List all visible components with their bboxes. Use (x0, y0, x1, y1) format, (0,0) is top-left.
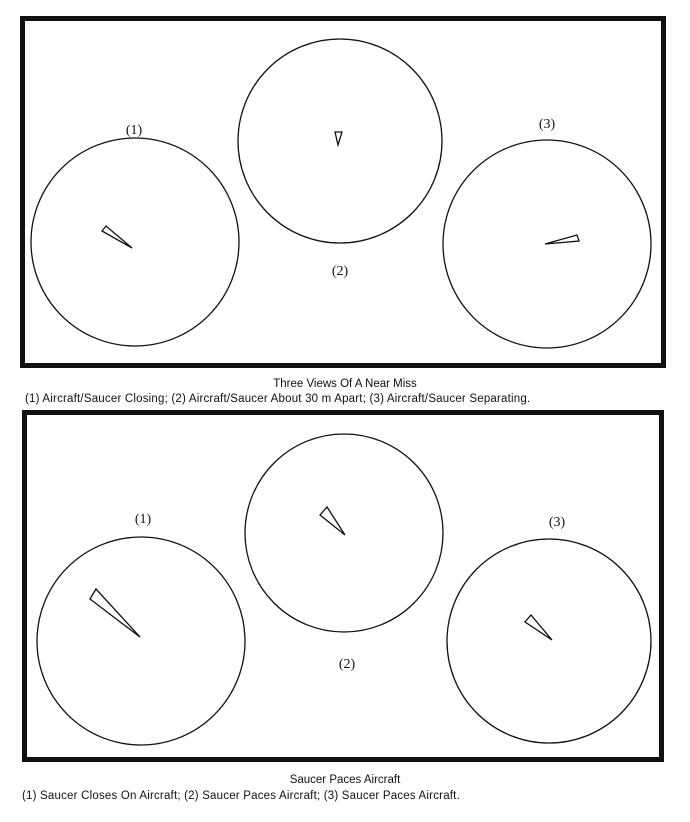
view-1-object-wedge (90, 589, 140, 637)
view-1-label: (1) (134, 512, 152, 527)
view-2-label: (2) (338, 657, 356, 672)
view-1-circle (37, 537, 245, 745)
figure-1-caption: (1) Aircraft/Saucer Closing; (2) Aircraft/Saucer About 30 m Apart; (3) Aircraft/Saucer Separating. (25, 393, 531, 405)
saucer-paces-diagram (27, 415, 659, 757)
figure-2-title: Saucer Paces Aircraft (289, 774, 401, 786)
view-3-label: (3) (538, 117, 556, 132)
near-miss-diagram-panel (20, 16, 666, 368)
near-miss-diagram (25, 21, 661, 363)
view-3-label: (3) (548, 515, 566, 530)
figure-2-caption: (1) Saucer Closes On Aircraft; (2) Saucer Paces Aircraft; (3) Saucer Paces Aircraft. (22, 790, 460, 802)
view-1-object-wedge (102, 226, 132, 248)
saucer-paces-diagram-panel (22, 410, 664, 762)
figure-1-title: Three Views Of A Near Miss (273, 378, 417, 390)
view-3-object-wedge (525, 615, 552, 640)
view-1-circle (31, 138, 239, 346)
view-2-object-wedge (335, 132, 342, 145)
view-2-object-wedge (320, 507, 345, 535)
view-3-circle (447, 539, 651, 743)
view-2-label: (2) (331, 264, 349, 279)
view-1-label: (1) (125, 123, 143, 138)
view-2-circle (238, 39, 442, 243)
view-3-object-wedge (545, 235, 579, 244)
